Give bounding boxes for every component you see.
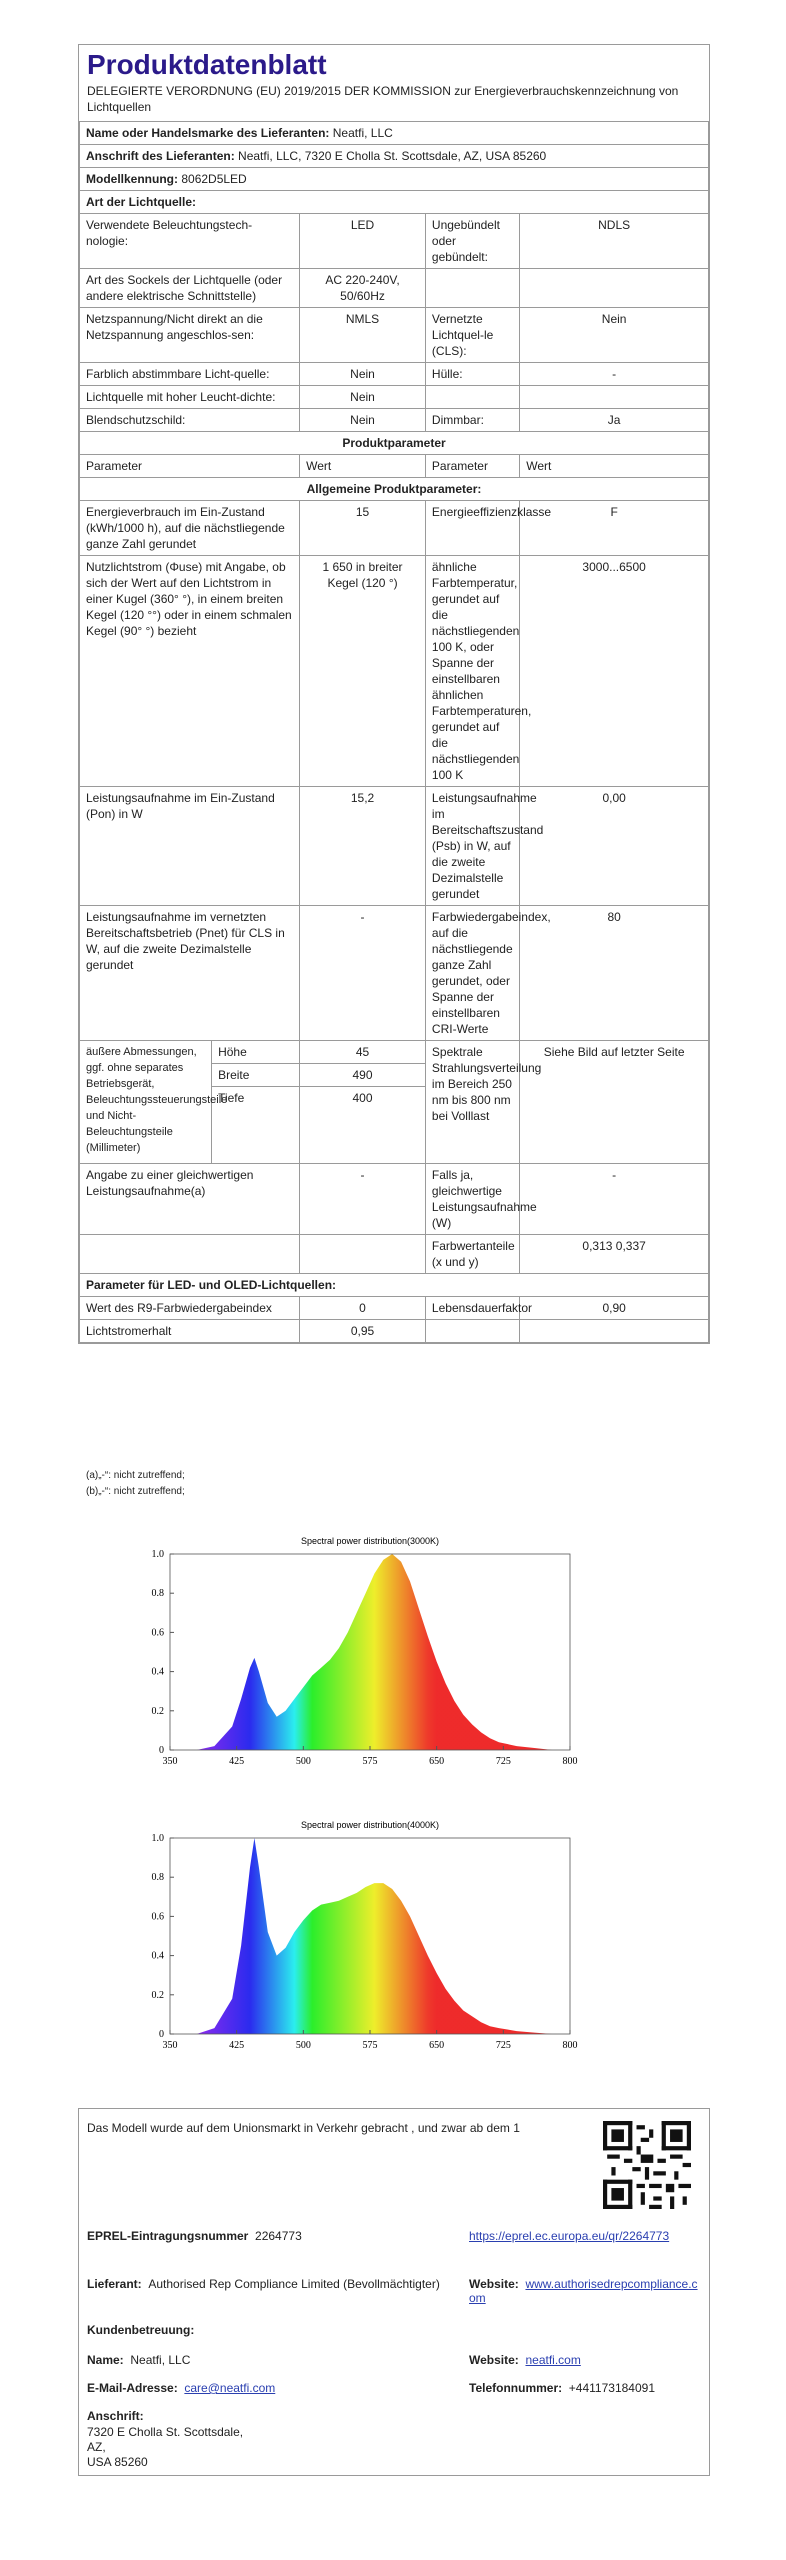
spectral-label: Spektrale Strahlungsverteilung im Bereich 250 nm bis 800 nm bei Volllast (425, 1041, 519, 1164)
eprel-registration: EPREL-Eintragungsnummer 2264773 (87, 2229, 302, 2243)
chart-svg (120, 1814, 590, 2076)
y-tick-label: 1.0 (151, 1833, 164, 1844)
y-tick-label: 0.4 (151, 1950, 164, 1962)
support-website: Website: neatfi.com (469, 2353, 581, 2367)
support-phone: Telefonnummer: +441173184091 (469, 2381, 655, 2395)
x-tick-label: 425 (229, 1756, 245, 1767)
type-row: Art des Sockels der Lichtquelle (oder andere elektrische Schnittstelle) AC 220-240V, 50/60Hz (80, 269, 709, 308)
supplier-website-link[interactable]: www.authorisedrepcompliance.com (469, 2277, 698, 2305)
y-tick-label: 0.8 (151, 1872, 164, 1884)
eprel-link[interactable]: https://eprel.ec.europa.eu/qr/2264773 (469, 2229, 670, 2243)
type-row: Netzspannung/Nicht direkt an die Netzspannung angeschlos-sen: NMLS Vernetzte Lichtquel-le (CLS): Nein (80, 308, 709, 363)
dimensions-row (80, 1041, 709, 1064)
x-tick-label: 650 (429, 1756, 445, 1767)
general-parameters-heading: Allgemeine Produktparameter: (80, 478, 709, 501)
x-tick-label: 575 (362, 2040, 378, 2051)
model-row: Modellkennung: 8062D5LED (80, 168, 709, 191)
chart-svg (120, 1530, 590, 1792)
footnotes (86, 1468, 185, 1500)
support-email: E-Mail-Adresse: care@neatfi.com (87, 2381, 276, 2395)
x-tick-label: 800 (562, 1756, 578, 1767)
x-tick-label: 725 (495, 1756, 511, 1767)
x-tick-label: 425 (229, 2040, 245, 2051)
spec-table (79, 121, 709, 1343)
type-row: Blendschutzschild: Nein Dimmbar: Ja (80, 409, 709, 432)
param-row: Lichtstromerhalt 0,95 (80, 1320, 709, 1343)
type-row: Farblich abstimmbare Licht-quelle: Nein Hülle: - (80, 363, 709, 386)
page-title: Produktdatenblatt (87, 49, 327, 80)
type-row: Lichtquelle mit hoher Leucht-dichte: Nein (80, 386, 709, 409)
footnote-b: (b)„-“: nicht zutreffend; (86, 1486, 185, 1497)
regulation-text: DELEGIERTE VERORDNUNG (EU) 2019/2015 DER KOMMISSION zur Energieverbrauchskennzeichnung von Lichtquellen (87, 84, 679, 114)
y-tick-label: 0 (159, 2029, 164, 2040)
footnote-a: (a)„-“: nicht zutreffend; (86, 1470, 185, 1481)
supplier-name-row: Name oder Handelsmarke des Lieferanten: Neatfi, LLC (80, 122, 709, 145)
y-tick-label: 0.2 (151, 1705, 164, 1717)
x-tick-label: 650 (429, 2040, 445, 2051)
y-tick-label: 0.6 (151, 1911, 164, 1923)
x-tick-label: 575 (362, 1756, 378, 1767)
param-row: Angabe zu einer gleichwertigen Leistungsaufnahme(a) - Falls ja, gleichwertige Leistungsaufnahme (W) - (80, 1164, 709, 1235)
dimensions-row: Tiefe 400 (80, 1087, 709, 1164)
supplier-address-row: Anschrift des Lieferanten: Neatfi, LLC, 7320 E Cholla St. Scottsdale, AZ, USA 85260 (80, 145, 709, 168)
param-row: Energieverbrauch im Ein-Zustand (kWh/1000 h), auf die nächstliegende ganze Zahl gerundet 15 Energieeffizienzklasse F (80, 501, 709, 556)
dimensions-row: Breite 490 (80, 1064, 709, 1087)
spectrum-chart-3000k (120, 1530, 590, 1792)
param-row: Leistungsaufnahme im vernetzten Bereitschaftsbetrieb (Pnet) für CLS in W, auf die zweite Dezimalstelle gerundet - Farbwiedergabeindex, auf die nächstliegende ganze Zahl gerundet, oder Spanne der einstellbaren CRI-Werte 80 (80, 906, 709, 1041)
address-lines: 7320 E Cholla St. Scottsdale, AZ, USA 85260 (87, 2425, 244, 2469)
y-tick-label: 0.4 (151, 1666, 164, 1678)
y-tick-label: 1.0 (151, 1549, 164, 1560)
x-tick-label: 350 (162, 1756, 178, 1767)
y-tick-label: 0.6 (151, 1627, 164, 1639)
spectrum-area (197, 1554, 553, 1750)
y-tick-label: 0 (159, 1745, 164, 1756)
light-source-type-heading: Art der Lichtquelle: (80, 191, 709, 214)
type-row: Verwendete Beleuchtungstech-nologie: LED Ungebündelt oder gebündelt: NDLS (80, 214, 709, 269)
supplier-website: Website: www.authorisedrepcompliance.com (469, 2277, 698, 2305)
x-tick-label: 800 (562, 2040, 578, 2051)
param-header-row: Parameter Wert Parameter Wert (80, 455, 709, 478)
dim-value: 45 (300, 1041, 426, 1064)
address-heading: Anschrift: (87, 2409, 144, 2423)
param-row: Nutzlichtstrom (Φuse) mit Angabe, ob sich der Wert auf den Lichtstrom in einer Kugel (360° °), in einem breiten Kegel (120 °°) oder in einem schmalen Kegel (90° °) bezieht 1 650 in breiter Kegel (120 °) ähnliche Farbtemperatur, gerundet auf die nächstliegenden 100 K, oder Spanne der einstellbaren ähnlichen Farbtemperaturen, gerundet auf die nächstliegenden 100 K 3000...6500 (80, 556, 709, 787)
x-tick-label: 500 (295, 1756, 311, 1767)
supplier-info: Lieferant: Authorised Rep Compliance Limited (Bevollmächtigter) (87, 2277, 440, 2291)
support-email-link[interactable]: care@neatfi.com (184, 2381, 276, 2395)
dim-name: Höhe (212, 1041, 300, 1064)
spectrum-area (197, 1838, 553, 2034)
spectrum-chart-4000k (120, 1814, 590, 2076)
x-tick-label: 350 (162, 2040, 178, 2051)
support-website-link[interactable]: neatfi.com (525, 2353, 581, 2367)
market-date-text: Das Modell wurde auf dem Unionsmarkt in Verkehr gebracht , und zwar ab dem 1 (87, 2121, 520, 2135)
param-row: Wert des R9-Farbwiedergabeindex 0 Lebensdauerfaktor 0,90 (80, 1297, 709, 1320)
chart-title: Spectral power distribution(3000K) (300, 1536, 440, 1546)
chart-title: Spectral power distribution(4000K) (300, 1820, 440, 1830)
x-tick-label: 725 (495, 2040, 511, 2051)
param-row: Farbwertanteile (x und y) 0,313 0,337 (80, 1235, 709, 1274)
qr-code-icon[interactable] (603, 2121, 691, 2209)
param-row: Leistungsaufnahme im Ein-Zustand (Pon) in W 15,2 Leistungsaufnahme im Bereitschaftszustand (Psb) in W, auf die zweite Dezimalstelle gerundet 0,00 (80, 787, 709, 906)
customer-support-heading: Kundenbetreuung: (87, 2323, 195, 2337)
spectral-value: Siehe Bild auf letzter Seite (520, 1041, 709, 1164)
y-tick-label: 0.2 (151, 1989, 164, 2001)
product-data-sheet (78, 44, 710, 1344)
dimensions-label: äußere Abmessungen, ggf. ohne separates Betriebsgerät, Beleuchtungssteuerungsteile und Nicht-Beleuchtungsteile (Millimeter) (80, 1041, 212, 1164)
led-parameters-heading: Parameter für LED- und OLED-Lichtquellen: (80, 1274, 709, 1297)
x-tick-label: 500 (295, 2040, 311, 2051)
support-name: Name: Neatfi, LLC (87, 2353, 191, 2367)
product-parameters-heading: Produktparameter (80, 432, 709, 455)
eprel-info-box (78, 2108, 710, 2476)
y-tick-label: 0.8 (151, 1588, 164, 1600)
